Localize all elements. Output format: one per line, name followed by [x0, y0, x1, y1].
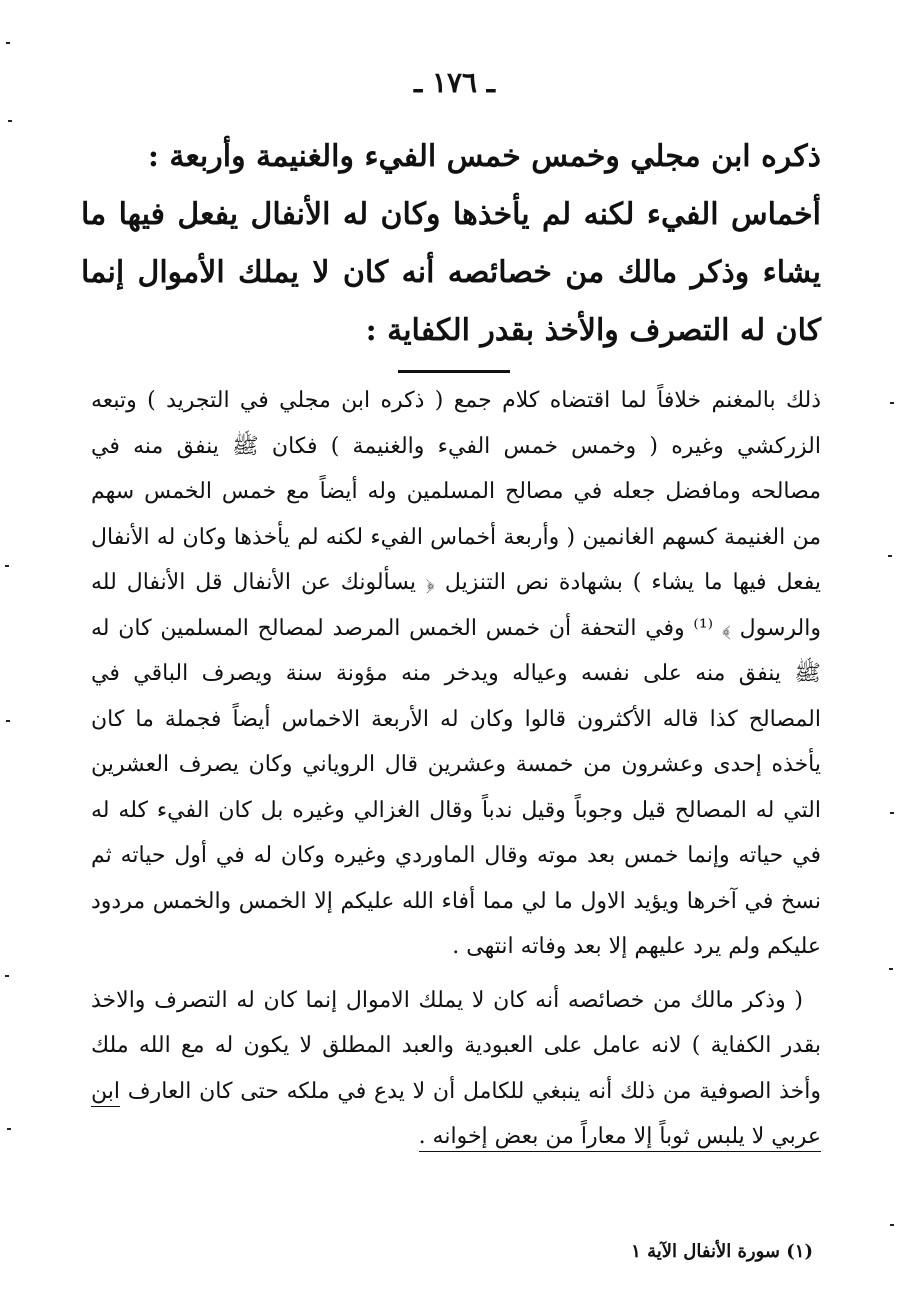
section-divider — [398, 370, 510, 373]
main-text-line: أخماس الفيء لكنه لم يأخذها وكان له الأنفال يفعل فيها ما يشاء وذكر مالك من خصائصه أنه كان لا يملك الأموال إنما كان له التصرف والأخذ بقدر الكفاية : — [81, 197, 821, 348]
scan-mark — [6, 42, 10, 44]
scan-mark — [8, 120, 12, 122]
commentary-paragraph — [91, 978, 821, 1160]
main-text — [81, 128, 821, 360]
scan-mark — [889, 968, 893, 970]
main-text-line: ذكره ابن مجلي وخمس خمس الفيء والغنيمة وأربعة : — [147, 139, 821, 174]
scan-mark — [890, 402, 894, 404]
scan-mark — [5, 565, 9, 567]
scan-mark — [888, 555, 892, 557]
scan-mark — [890, 1224, 894, 1226]
scan-mark — [890, 812, 894, 814]
commentary-paragraph: ذلك بالمغنم خلافاً لما اقتضاه كلام جمع ( ذكره ابن مجلي في التجريد ) وتبعه الزركشي وغيره ( وخمس خمس الفيء والغنيمة ) فكان ﷺ ينفق منه في مصالحه ومافضل جعله في مصالح المسلمين وله أيضاً مع خمس الخمس سهم من الغنيمة كسهم الغانمين ( وأربعة أخماس الفيء لكنه لم يأخذها وكان له الأنفال يفعل فيها ما يشاء ) بشهادة نص التنزيل ﴿ يسألونك عن الأنفال قل الأنفال لله والرسول ﴾ ⁽¹⁾ وفي التحفة أن خمس الخمس المرصد لمصالح المسلمين كان له ﷺ ينفق منه على نفسه وعياله ويدخر منه مؤونة سنة ويصرف الباقي في المصالح كذا قاله الأكثرون قالوا وكان له الأربعة الاخماس أيضاً فجملة ما كان يأخذه إحدى وعشرون من خمسة وعشرين قال الروياني وكان يصرف العشرين التي له المصالح قيل وجوباً وقيل ندباً وقال الغزالي وغيره بل كان الفيء كله له في حياته وإنما خمس بعد موته وقال الماوردي وغيره وكان له في أول حياته ثم نسخ في آخرها ويؤيد الاول ما لي مما أفاء الله عليكم إلا الخمس والخمس مردود عليكم ولم يرد عليهم إلا بعد وفاته انتهى . — [91, 388, 821, 959]
scan-mark — [7, 1128, 11, 1130]
scan-mark — [6, 720, 10, 722]
page-number: ـ ١٧٦ ـ — [413, 66, 496, 99]
commentary-last-line: ابن عربي لا يلبس ثوباً إلا معاراً من بعض إخوانه . — [91, 1079, 821, 1153]
scan-mark — [5, 975, 9, 977]
footnote: (١) سورة الأنفال الآية ١ — [631, 1241, 813, 1262]
commentary-text — [91, 378, 821, 1160]
commentary-paragraph-body: ( وذكر مالك من خصائصه أنه كان لا يملك الاموال إنما كان له التصرف والاخذ بقدر الكفاية ) لانه عامل على العبودية والعبد المطلق لا يكون له مع الله ملك وأخذ الصوفية من ذلك أنه ينبغي للكامل أن لا يدع في ملكه حتى كان العارف — [91, 987, 822, 1104]
